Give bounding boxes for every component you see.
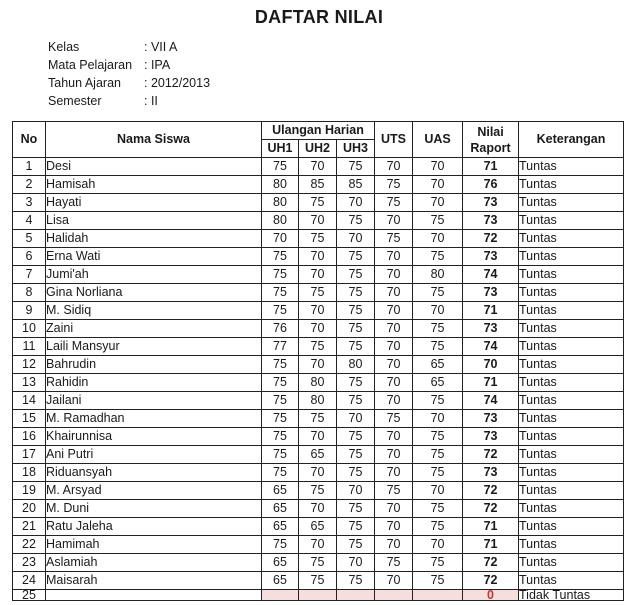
cell-uh1: 75 bbox=[262, 410, 299, 428]
cell-nama-siswa: Laili Mansyur bbox=[46, 338, 262, 356]
table-row bbox=[13, 176, 624, 194]
cell-nama-siswa: Desi bbox=[46, 158, 262, 176]
info-value: : IPA bbox=[144, 58, 171, 72]
table-row bbox=[13, 338, 624, 356]
cell-uts: 70 bbox=[375, 374, 413, 392]
cell-uh3 bbox=[337, 590, 375, 601]
cell-uas: 70 bbox=[413, 158, 463, 176]
cell-no: 2 bbox=[13, 176, 46, 194]
cell-uh3: 75 bbox=[337, 518, 375, 536]
cell-nama-siswa: Erna Wati bbox=[46, 248, 262, 266]
cell-uh3: 75 bbox=[337, 536, 375, 554]
cell-uh2: 75 bbox=[299, 572, 337, 590]
info-value: : 2012/2013 bbox=[144, 76, 211, 90]
cell-uh2: 70 bbox=[299, 158, 337, 176]
cell-uas: 70 bbox=[413, 410, 463, 428]
cell-uas: 70 bbox=[413, 230, 463, 248]
cell-uh2: 80 bbox=[299, 374, 337, 392]
cell-uh3: 85 bbox=[337, 176, 375, 194]
cell-nama-siswa: Riduansyah bbox=[46, 464, 262, 482]
cell-uh3: 75 bbox=[337, 158, 375, 176]
cell-no: 23 bbox=[13, 554, 46, 572]
cell-nama-siswa: Rahidin bbox=[46, 374, 262, 392]
cell-uh3: 75 bbox=[337, 248, 375, 266]
cell-uh3: 75 bbox=[337, 392, 375, 410]
cell-nilai-raport: 73 bbox=[463, 194, 519, 212]
cell-nama-siswa: Hamisah bbox=[46, 176, 262, 194]
cell-keterangan: Tuntas bbox=[519, 446, 624, 464]
cell-uas: 70 bbox=[413, 536, 463, 554]
cell-uh2: 75 bbox=[299, 410, 337, 428]
cell-uh2: 65 bbox=[299, 518, 337, 536]
cell-keterangan: Tuntas bbox=[519, 158, 624, 176]
cell-uh3: 75 bbox=[337, 446, 375, 464]
table-row bbox=[13, 320, 624, 338]
cell-keterangan: Tuntas bbox=[519, 428, 624, 446]
cell-nilai-raport: 72 bbox=[463, 500, 519, 518]
cell-uas: 80 bbox=[413, 266, 463, 284]
cell-nilai-raport: 70 bbox=[463, 356, 519, 374]
info-kelas bbox=[48, 38, 210, 56]
info-label: Kelas bbox=[48, 40, 80, 54]
cell-nama-siswa: Ratu Jaleha bbox=[46, 518, 262, 536]
cell-uh2: 70 bbox=[299, 266, 337, 284]
table-body bbox=[13, 158, 624, 601]
cell-uh3: 75 bbox=[337, 266, 375, 284]
cell-nama-siswa bbox=[46, 590, 262, 601]
cell-uh1: 76 bbox=[262, 320, 299, 338]
cell-no: 5 bbox=[13, 230, 46, 248]
header-uh2: UH2 bbox=[299, 140, 337, 158]
cell-uh3: 70 bbox=[337, 482, 375, 500]
cell-keterangan: Tuntas bbox=[519, 500, 624, 518]
cell-no: 14 bbox=[13, 392, 46, 410]
cell-no: 11 bbox=[13, 338, 46, 356]
cell-uh3: 75 bbox=[337, 284, 375, 302]
table-row bbox=[13, 518, 624, 536]
cell-uh3: 70 bbox=[337, 554, 375, 572]
header-uh1: UH1 bbox=[262, 140, 299, 158]
cell-uh1: 75 bbox=[262, 392, 299, 410]
cell-uas: 75 bbox=[413, 338, 463, 356]
cell-uh1: 65 bbox=[262, 554, 299, 572]
cell-uh2: 80 bbox=[299, 392, 337, 410]
cell-uas: 65 bbox=[413, 356, 463, 374]
cell-uh1: 75 bbox=[262, 284, 299, 302]
cell-nilai-raport: 71 bbox=[463, 158, 519, 176]
cell-no: 18 bbox=[13, 464, 46, 482]
cell-uts: 70 bbox=[375, 320, 413, 338]
header-nilai-line1: Nilai bbox=[477, 124, 504, 139]
cell-nama-siswa: Maisarah bbox=[46, 572, 262, 590]
cell-keterangan: Tuntas bbox=[519, 410, 624, 428]
cell-uas: 65 bbox=[413, 374, 463, 392]
cell-keterangan: Tuntas bbox=[519, 572, 624, 590]
cell-nama-siswa: M. Duni bbox=[46, 500, 262, 518]
cell-uh1: 75 bbox=[262, 374, 299, 392]
cell-no: 13 bbox=[13, 374, 46, 392]
cell-uh3: 75 bbox=[337, 374, 375, 392]
cell-uh1: 75 bbox=[262, 266, 299, 284]
cell-uts: 70 bbox=[375, 392, 413, 410]
header-no: No bbox=[13, 122, 46, 158]
cell-keterangan: Tuntas bbox=[519, 374, 624, 392]
table-row bbox=[13, 572, 624, 590]
header-nama-siswa: Nama Siswa bbox=[46, 122, 262, 158]
cell-uts: 70 bbox=[375, 518, 413, 536]
cell-uas: 70 bbox=[413, 194, 463, 212]
cell-nama-siswa: Bahrudin bbox=[46, 356, 262, 374]
cell-uh1: 75 bbox=[262, 158, 299, 176]
header-uas: UAS bbox=[413, 122, 463, 158]
cell-nilai-raport: 73 bbox=[463, 410, 519, 428]
cell-uh2: 70 bbox=[299, 320, 337, 338]
cell-nama-siswa: M. Ramadhan bbox=[46, 410, 262, 428]
cell-uas: 70 bbox=[413, 176, 463, 194]
cell-nilai-raport: 74 bbox=[463, 392, 519, 410]
table-row bbox=[13, 464, 624, 482]
table-row bbox=[13, 482, 624, 500]
cell-uh1: 75 bbox=[262, 428, 299, 446]
table-row-partial bbox=[13, 590, 624, 601]
cell-keterangan: Tuntas bbox=[519, 536, 624, 554]
cell-uas: 75 bbox=[413, 446, 463, 464]
table-header bbox=[13, 122, 624, 158]
cell-nilai-raport: 71 bbox=[463, 374, 519, 392]
info-block bbox=[48, 38, 210, 110]
cell-uh1: 77 bbox=[262, 338, 299, 356]
info-tahun-ajaran bbox=[48, 74, 210, 92]
cell-uh2: 70 bbox=[299, 248, 337, 266]
cell-uas: 75 bbox=[413, 284, 463, 302]
info-value: : VII A bbox=[144, 40, 178, 54]
cell-nilai-raport: 72 bbox=[463, 230, 519, 248]
cell-nilai-raport: 71 bbox=[463, 518, 519, 536]
cell-keterangan: Tidak Tuntas bbox=[519, 590, 624, 601]
cell-uh2: 70 bbox=[299, 500, 337, 518]
cell-no: 20 bbox=[13, 500, 46, 518]
cell-uts: 70 bbox=[375, 158, 413, 176]
cell-no: 15 bbox=[13, 410, 46, 428]
cell-uh2: 65 bbox=[299, 446, 337, 464]
cell-nilai-raport: 0 bbox=[463, 590, 519, 601]
cell-nilai-raport: 73 bbox=[463, 212, 519, 230]
cell-uh1: 65 bbox=[262, 500, 299, 518]
table-row bbox=[13, 536, 624, 554]
cell-no: 19 bbox=[13, 482, 46, 500]
cell-no: 6 bbox=[13, 248, 46, 266]
cell-no: 24 bbox=[13, 572, 46, 590]
cell-uts: 70 bbox=[375, 428, 413, 446]
table-row bbox=[13, 392, 624, 410]
cell-uh2 bbox=[299, 590, 337, 601]
cell-uts: 75 bbox=[375, 410, 413, 428]
info-mata-pelajaran bbox=[48, 56, 210, 74]
cell-uh2: 70 bbox=[299, 536, 337, 554]
cell-uh3: 75 bbox=[337, 212, 375, 230]
table-row bbox=[13, 194, 624, 212]
info-label: Mata Pelajaran bbox=[48, 58, 133, 72]
cell-nama-siswa: Gina Norliana bbox=[46, 284, 262, 302]
cell-uh2: 85 bbox=[299, 176, 337, 194]
cell-uts: 75 bbox=[375, 554, 413, 572]
cell-keterangan: Tuntas bbox=[519, 392, 624, 410]
cell-keterangan: Tuntas bbox=[519, 338, 624, 356]
cell-uh1: 80 bbox=[262, 194, 299, 212]
cell-no: 3 bbox=[13, 194, 46, 212]
cell-nama-siswa: M. Sidiq bbox=[46, 302, 262, 320]
cell-nama-siswa: Aslamiah bbox=[46, 554, 262, 572]
cell-nilai-raport: 73 bbox=[463, 464, 519, 482]
cell-nilai-raport: 71 bbox=[463, 302, 519, 320]
cell-keterangan: Tuntas bbox=[519, 320, 624, 338]
header-ulangan-harian: Ulangan Harian bbox=[262, 122, 375, 140]
cell-no: 7 bbox=[13, 266, 46, 284]
cell-uh1: 65 bbox=[262, 518, 299, 536]
cell-keterangan: Tuntas bbox=[519, 176, 624, 194]
cell-uts: 70 bbox=[375, 302, 413, 320]
cell-uts: 70 bbox=[375, 284, 413, 302]
cell-keterangan: Tuntas bbox=[519, 302, 624, 320]
cell-no: 22 bbox=[13, 536, 46, 554]
cell-uas: 75 bbox=[413, 248, 463, 266]
header-keterangan: Keterangan bbox=[519, 122, 624, 158]
cell-no: 4 bbox=[13, 212, 46, 230]
cell-no: 17 bbox=[13, 446, 46, 464]
cell-uh3: 80 bbox=[337, 356, 375, 374]
table-row bbox=[13, 230, 624, 248]
cell-uts: 75 bbox=[375, 176, 413, 194]
cell-nilai-raport: 72 bbox=[463, 482, 519, 500]
cell-uts: 70 bbox=[375, 248, 413, 266]
cell-uts bbox=[375, 590, 413, 601]
header-uh3: UH3 bbox=[337, 140, 375, 158]
cell-uh1: 80 bbox=[262, 212, 299, 230]
cell-keterangan: Tuntas bbox=[519, 266, 624, 284]
cell-uh1: 70 bbox=[262, 230, 299, 248]
cell-uh3: 70 bbox=[337, 194, 375, 212]
cell-uh1: 80 bbox=[262, 176, 299, 194]
cell-uh3: 75 bbox=[337, 572, 375, 590]
cell-uts: 70 bbox=[375, 266, 413, 284]
table-row bbox=[13, 158, 624, 176]
cell-uh1: 75 bbox=[262, 464, 299, 482]
header-nilai-line2: Raport bbox=[470, 140, 511, 155]
cell-uh2: 70 bbox=[299, 212, 337, 230]
cell-nama-siswa: Jumi'ah bbox=[46, 266, 262, 284]
cell-uts: 70 bbox=[375, 356, 413, 374]
cell-no: 25 bbox=[13, 590, 46, 601]
cell-uts: 70 bbox=[375, 212, 413, 230]
cell-keterangan: Tuntas bbox=[519, 518, 624, 536]
cell-uas: 75 bbox=[413, 500, 463, 518]
cell-uh3: 75 bbox=[337, 464, 375, 482]
header-uts: UTS bbox=[375, 122, 413, 158]
cell-uas: 75 bbox=[413, 392, 463, 410]
info-value: : II bbox=[144, 94, 158, 108]
table-row bbox=[13, 446, 624, 464]
cell-uts: 70 bbox=[375, 500, 413, 518]
cell-uas: 75 bbox=[413, 554, 463, 572]
cell-uts: 75 bbox=[375, 194, 413, 212]
cell-uh2: 70 bbox=[299, 302, 337, 320]
table-row bbox=[13, 212, 624, 230]
cell-no: 8 bbox=[13, 284, 46, 302]
cell-uh1: 75 bbox=[262, 536, 299, 554]
cell-nilai-raport: 73 bbox=[463, 428, 519, 446]
cell-uh2: 75 bbox=[299, 194, 337, 212]
table-row bbox=[13, 428, 624, 446]
cell-keterangan: Tuntas bbox=[519, 194, 624, 212]
cell-uts: 70 bbox=[375, 536, 413, 554]
cell-uh2: 75 bbox=[299, 284, 337, 302]
table-row bbox=[13, 356, 624, 374]
cell-nama-siswa: Ani Putri bbox=[46, 446, 262, 464]
cell-uh3: 70 bbox=[337, 230, 375, 248]
table-row bbox=[13, 248, 624, 266]
cell-uas: 75 bbox=[413, 518, 463, 536]
cell-uas: 75 bbox=[413, 572, 463, 590]
cell-uh1: 65 bbox=[262, 482, 299, 500]
cell-nilai-raport: 74 bbox=[463, 266, 519, 284]
cell-nama-siswa: Halidah bbox=[46, 230, 262, 248]
cell-uas: 70 bbox=[413, 482, 463, 500]
cell-uas: 75 bbox=[413, 464, 463, 482]
cell-uh3: 75 bbox=[337, 500, 375, 518]
cell-uh3: 70 bbox=[337, 410, 375, 428]
cell-nama-siswa: M. Arsyad bbox=[46, 482, 262, 500]
cell-no: 21 bbox=[13, 518, 46, 536]
cell-uh1 bbox=[262, 590, 299, 601]
cell-keterangan: Tuntas bbox=[519, 212, 624, 230]
cell-uh2: 75 bbox=[299, 338, 337, 356]
cell-uh1: 65 bbox=[262, 572, 299, 590]
cell-uh1: 75 bbox=[262, 302, 299, 320]
info-label: Semester bbox=[48, 94, 102, 108]
cell-uts: 75 bbox=[375, 482, 413, 500]
cell-keterangan: Tuntas bbox=[519, 482, 624, 500]
cell-keterangan: Tuntas bbox=[519, 230, 624, 248]
table-row bbox=[13, 410, 624, 428]
cell-keterangan: Tuntas bbox=[519, 464, 624, 482]
cell-uts: 70 bbox=[375, 338, 413, 356]
cell-uts: 70 bbox=[375, 572, 413, 590]
cell-no: 12 bbox=[13, 356, 46, 374]
cell-nama-siswa: Khairunnisa bbox=[46, 428, 262, 446]
table-row bbox=[13, 284, 624, 302]
cell-nama-siswa: Hamimah bbox=[46, 536, 262, 554]
cell-keterangan: Tuntas bbox=[519, 356, 624, 374]
cell-nilai-raport: 74 bbox=[463, 338, 519, 356]
table-row bbox=[13, 302, 624, 320]
grades-table bbox=[12, 121, 624, 601]
cell-uh2: 75 bbox=[299, 554, 337, 572]
cell-uts: 70 bbox=[375, 446, 413, 464]
cell-uts: 75 bbox=[375, 230, 413, 248]
cell-nama-siswa: Zaini bbox=[46, 320, 262, 338]
cell-keterangan: Tuntas bbox=[519, 284, 624, 302]
cell-keterangan: Tuntas bbox=[519, 248, 624, 266]
cell-uh2: 70 bbox=[299, 356, 337, 374]
cell-uh1: 75 bbox=[262, 446, 299, 464]
cell-nilai-raport: 76 bbox=[463, 176, 519, 194]
cell-uas: 75 bbox=[413, 428, 463, 446]
cell-uh2: 75 bbox=[299, 230, 337, 248]
cell-nilai-raport: 72 bbox=[463, 554, 519, 572]
cell-uh2: 75 bbox=[299, 482, 337, 500]
cell-uh2: 70 bbox=[299, 428, 337, 446]
cell-no: 16 bbox=[13, 428, 46, 446]
cell-nilai-raport: 71 bbox=[463, 536, 519, 554]
cell-uas: 75 bbox=[413, 320, 463, 338]
cell-nama-siswa: Lisa bbox=[46, 212, 262, 230]
cell-nilai-raport: 73 bbox=[463, 248, 519, 266]
cell-uas: 75 bbox=[413, 212, 463, 230]
cell-nilai-raport: 72 bbox=[463, 572, 519, 590]
cell-uas: 70 bbox=[413, 302, 463, 320]
cell-nilai-raport: 73 bbox=[463, 320, 519, 338]
info-label: Tahun Ajaran bbox=[48, 76, 121, 90]
header-nilai-raport bbox=[463, 122, 519, 158]
cell-keterangan: Tuntas bbox=[519, 554, 624, 572]
table-row bbox=[13, 554, 624, 572]
cell-nilai-raport: 72 bbox=[463, 446, 519, 464]
cell-uas bbox=[413, 590, 463, 601]
cell-uh3: 75 bbox=[337, 302, 375, 320]
table-row bbox=[13, 500, 624, 518]
page-title: DAFTAR NILAI bbox=[254, 7, 384, 27]
cell-uh3: 75 bbox=[337, 338, 375, 356]
info-semester bbox=[48, 92, 210, 110]
cell-uh1: 75 bbox=[262, 356, 299, 374]
cell-nama-siswa: Jailani bbox=[46, 392, 262, 410]
cell-no: 9 bbox=[13, 302, 46, 320]
cell-uh2: 70 bbox=[299, 464, 337, 482]
cell-uh3: 75 bbox=[337, 320, 375, 338]
cell-uh1: 75 bbox=[262, 248, 299, 266]
cell-uts: 70 bbox=[375, 464, 413, 482]
cell-nilai-raport: 73 bbox=[463, 284, 519, 302]
table-row bbox=[13, 374, 624, 392]
cell-uh3: 75 bbox=[337, 428, 375, 446]
cell-nama-siswa: Hayati bbox=[46, 194, 262, 212]
cell-no: 1 bbox=[13, 158, 46, 176]
cell-no: 10 bbox=[13, 320, 46, 338]
table-row bbox=[13, 266, 624, 284]
